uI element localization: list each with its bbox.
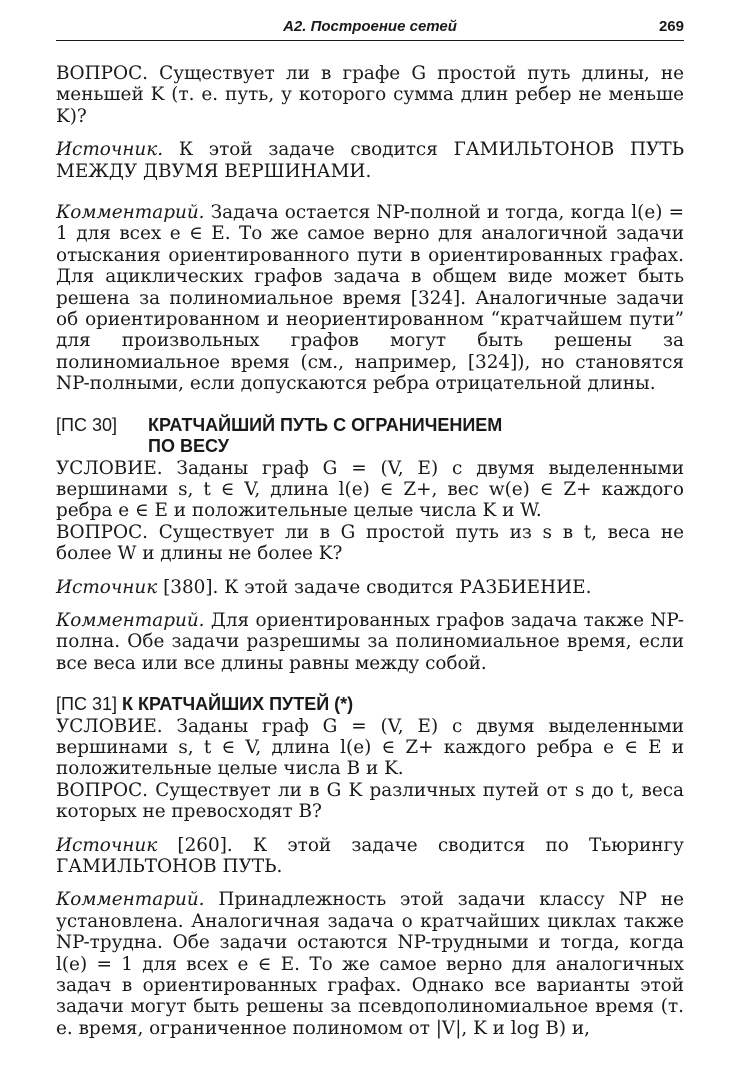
problem-30-title-line2: ПО ВЕСУ xyxy=(148,436,229,457)
problem-31 xyxy=(56,694,684,1039)
problem-30-heading xyxy=(56,415,684,436)
problem-30-comment-label: Комментарий. xyxy=(56,609,205,631)
problem-30-title-line1: КРАТЧАЙШИЙ ПУТЬ С ОГРАНИЧЕНИЕМ xyxy=(148,414,503,435)
problem-30-source xyxy=(56,577,684,598)
source-label: Источник. xyxy=(56,139,164,161)
comment-paragraph xyxy=(56,202,684,395)
source-paragraph xyxy=(56,139,684,182)
problem-31-title: К КРАТЧАЙШИХ ПУТЕЙ (*) xyxy=(121,694,354,715)
problem-31-source-label: Источник xyxy=(56,834,158,856)
comment-text: Задача остается NP-полной и тогда, когда l(e) = 1 для всех e ∈ E. То же самое верно для аналогичной задачи отыскания ориентированного пути в ориентированных графах. Для ациклических графов задача в общем виде может быть решена за полиномиальное время [324]. Аналогичные задачи об ориентированном и неориентированном “кратчайшем пути” для произвольных графов могут быть решены за полиномиальное время (см., например, [324]), но становятся NP-полными, если допускаются ребра отрицательной длины. xyxy=(56,202,684,395)
problem-30 xyxy=(56,415,684,674)
page-header xyxy=(56,14,684,41)
question-paragraph: ВОПРОС. Существует ли в графе G простой путь длины, не меньшей K (т. е. путь, у которого сумма длин ребер не меньше K)? xyxy=(56,63,684,127)
problem-31-source xyxy=(56,835,684,878)
problem-30-source-label: Источник xyxy=(56,576,158,598)
problem-31-heading xyxy=(56,694,684,715)
problem-31-condition: УСЛОВИЕ. Заданы граф G = (V, E) с двумя выделенными вершинами s, t ∈ V, длина l(e) ∈ Z+ каждого ребра e ∈ E и положительные целые числа B и K. xyxy=(56,715,684,780)
problem-30-comment-text: Для ориентированных графов задача также NP-полна. Обе задачи разрешимы за полиномиальное время, если все веса или все длины равны между собой. xyxy=(56,609,684,674)
problem-31-id: [ПС 31] xyxy=(56,694,117,715)
problem-31-comment-label: Комментарий. xyxy=(56,889,205,911)
source-text: К этой задаче сводится ГАМИЛЬТОНОВ ПУТЬ МЕЖДУ ДВУМЯ ВЕРШИНАМИ. xyxy=(56,139,684,182)
problem-31-question: ВОПРОС. Существует ли в G K различных путей от s до t, веса которых не превосходят B? xyxy=(56,779,684,823)
comment-label: Комментарий. xyxy=(56,202,205,224)
problem-30-comment xyxy=(56,610,684,674)
problem-30-source-text: [380]. К этой задаче сводится РАЗБИЕНИЕ. xyxy=(157,576,592,598)
page-body xyxy=(56,63,684,1039)
problem-31-source-text: [260]. К этой задаче сводится по Тьюрингу ГАМИЛЬТОНОВ ПУТЬ. xyxy=(56,834,684,877)
running-head: А2. Построение сетей xyxy=(283,18,457,35)
problem-30-condition: УСЛОВИЕ. Заданы граф G = (V, E) с двумя выделенными вершинами s, t ∈ V, длина l(e) ∈ Z+, вес w(e) ∈ Z+ каждого ребра e ∈ E и положительные целые числа K и W. xyxy=(56,457,684,522)
problem-30-question: ВОПРОС. Существует ли в G простой путь из s в t, веса не более W и длины не более K? xyxy=(56,521,684,565)
problem-31-comment-text: Принадлежность этой задачи классу NP не установлена. Аналогичная задача о кратчайших циклах также NP-трудна. Обе задачи остаются NP-трудными и тогда, когда l(e) = 1 для всех e ∈ E. То же самое верно для аналогичных задач в ориентированных графах. Однако все варианты этой задачи могут быть решены за псевдополиномиальное время (т. е. время, ограниченное полиномом от |V|, K и log B) и, xyxy=(56,889,684,1039)
page-number: 269 xyxy=(658,18,684,35)
problem-31-comment xyxy=(56,889,684,1039)
book-page xyxy=(56,14,684,1039)
problem-30-id: [ПС 30] xyxy=(56,414,117,435)
